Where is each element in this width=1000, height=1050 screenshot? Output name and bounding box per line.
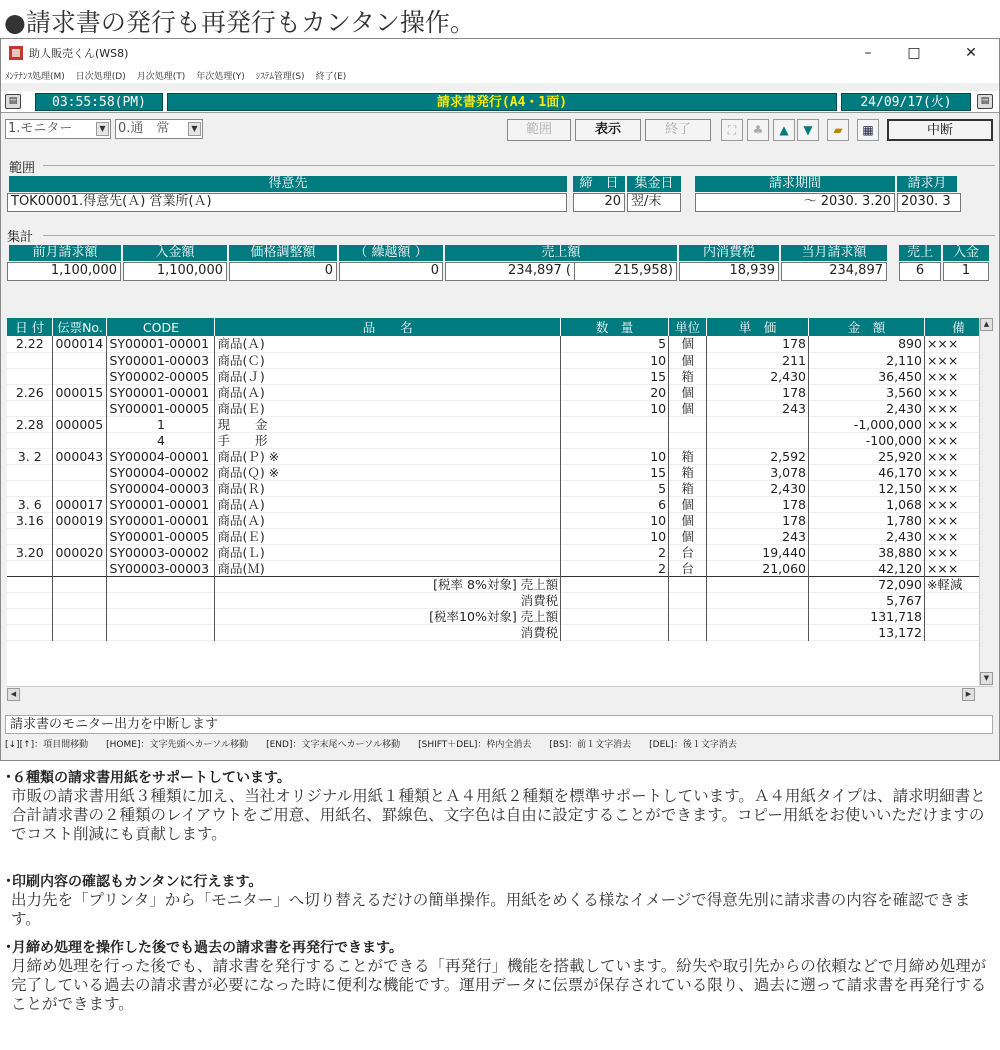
- table-cell: [税率 8%対象] 売上額: [215, 576, 561, 592]
- table-row[interactable]: [7, 336, 993, 352]
- table-cell: 2,430: [707, 368, 809, 384]
- table-cell: 3.20: [7, 544, 53, 560]
- table-cell: [7, 352, 53, 368]
- table-cell: 箱: [669, 480, 707, 496]
- table-cell: 36,450: [809, 368, 925, 384]
- prev-bill-header: 前月請求額: [9, 245, 121, 261]
- chevron-down-icon[interactable]: ▼: [188, 122, 201, 136]
- table-cell: 商品(Ｐ) ※: [215, 448, 561, 464]
- close-day-header: 締 日: [573, 176, 625, 192]
- adjust-header: 価格調整額: [229, 245, 337, 261]
- table-row[interactable]: [7, 368, 993, 384]
- menu-yearly[interactable]: 年次処理(Y): [196, 71, 245, 82]
- tree-icon[interactable]: ♣: [747, 119, 769, 141]
- table-cell: 2,592: [707, 448, 809, 464]
- table-cell: 1,780: [809, 512, 925, 528]
- table-cell: [53, 368, 107, 384]
- table-cell: [707, 576, 809, 592]
- table-cell: 000019: [53, 512, 107, 528]
- table-cell: 2.28: [7, 416, 53, 432]
- screen-title-bar: [1, 91, 999, 113]
- clock: 03:55:58(PM): [35, 93, 163, 111]
- grid-column-header[interactable]: 伝票No.: [53, 318, 107, 336]
- table-cell: [669, 432, 707, 448]
- table-cell: -100,000: [809, 432, 925, 448]
- table-cell: [7, 464, 53, 480]
- prev-bill-value: 1,100,000: [7, 262, 121, 281]
- grid-column-header[interactable]: 品 名: [215, 318, 561, 336]
- table-cell: 商品(Ｅ): [215, 400, 561, 416]
- table-cell: 25,920: [809, 448, 925, 464]
- table-cell: [669, 624, 707, 640]
- table-row[interactable]: [7, 384, 993, 400]
- table-cell: ×××: [924, 560, 992, 576]
- table-cell: [561, 432, 669, 448]
- window-titlebar: [1, 39, 999, 67]
- table-cell: 商品(Ａ): [215, 496, 561, 512]
- paid-header: 入金額: [123, 245, 227, 261]
- table-cell: 個: [669, 512, 707, 528]
- expand-icon[interactable]: ⛶: [721, 119, 743, 141]
- table-cell: 13,172: [809, 624, 925, 640]
- scroll-up-icon[interactable]: ▲: [980, 318, 993, 331]
- table-cell: SY00004-00003: [107, 480, 215, 496]
- date-display: 24/09/17(火): [841, 93, 971, 111]
- table-cell: 19,440: [707, 544, 809, 560]
- table-cell: SY00004-00002: [107, 464, 215, 480]
- table-cell: 10: [561, 400, 669, 416]
- table-row[interactable]: [7, 480, 993, 496]
- table-cell: 3.16: [7, 512, 53, 528]
- feature-2-body: 出力先を「プリンタ」から「モニター」へ切り替えるだけの簡単操作。用紙をめくる様なイメージで得意先別に請求書の内容を確認できます。: [11, 891, 971, 928]
- table-cell: 2,430: [707, 480, 809, 496]
- table-cell: [7, 432, 53, 448]
- status-message: 請求書のモニター出力を中断します: [5, 715, 993, 734]
- output-select-value: 1.モニター: [8, 121, 73, 136]
- vertical-scrollbar[interactable]: [979, 318, 993, 686]
- table-cell: 台: [669, 560, 707, 576]
- table-cell: ×××: [924, 528, 992, 544]
- total-row: [7, 624, 993, 640]
- screen-title: 請求書発行(A4・1面): [167, 93, 837, 111]
- table-cell: [561, 608, 669, 624]
- feature-1-title: ･６種類の請求書用紙をサポートしています。: [5, 770, 291, 786]
- sales-header: 売上額: [445, 245, 677, 261]
- table-cell: 178: [707, 336, 809, 352]
- table-cell: [7, 592, 53, 608]
- sales-value: 234,897 (: [445, 262, 575, 281]
- table-cell: 20: [561, 384, 669, 400]
- table-row[interactable]: [7, 432, 993, 448]
- table-cell: 2,430: [809, 400, 925, 416]
- table-cell: 15: [561, 464, 669, 480]
- table-cell: [7, 400, 53, 416]
- table-cell: SY00004-00001: [107, 448, 215, 464]
- table-cell: 12,150: [809, 480, 925, 496]
- table-cell: 2.22: [7, 336, 53, 352]
- table-cell: 商品(Ｃ): [215, 352, 561, 368]
- table-cell: 4: [107, 432, 215, 448]
- table-cell: ×××: [924, 448, 992, 464]
- table-cell: [7, 608, 53, 624]
- carry-header: （ 繰越額 ）: [339, 245, 443, 261]
- table-cell: ×××: [924, 496, 992, 512]
- period-header: 請求期間: [695, 176, 895, 192]
- feature-2-title: ･印刷内容の確認もカンタンに行えます。: [5, 874, 263, 890]
- total-row: [7, 576, 993, 592]
- table-cell: SY00003-00002: [107, 544, 215, 560]
- collect-day-field[interactable]: 翌/末: [627, 193, 681, 212]
- grid-column-header[interactable]: 備: [924, 318, 992, 336]
- table-cell: SY00001-00001: [107, 384, 215, 400]
- table-cell: 000043: [53, 448, 107, 464]
- feature-1-body: 市販の請求書用紙３種類に加え、当社オリジナル用紙１種類とＡ４用紙２種類を標準サポートしています。Ａ４用紙タイプは、請求明細書と合計請求書の２種類のレイアウトをご用意、用紙名、罫線色、文字色は自由に設定することができます。コピー用紙をお使いいただけますのでコスト削減にも貢献します。: [11, 787, 986, 843]
- bill-header: 当月請求額: [781, 245, 887, 261]
- arrow-up-icon[interactable]: ▲: [773, 119, 795, 141]
- table-cell: 2: [561, 544, 669, 560]
- table-cell: [669, 592, 707, 608]
- table-cell: 178: [707, 384, 809, 400]
- table-cell: 消費税: [215, 624, 561, 640]
- detail-grid[interactable]: [7, 318, 993, 686]
- month-header: 請求月: [897, 176, 957, 192]
- table-cell: 10: [561, 528, 669, 544]
- table-cell: 000020: [53, 544, 107, 560]
- table-cell: [707, 432, 809, 448]
- table-cell: SY00001-00005: [107, 400, 215, 416]
- table-cell: ×××: [924, 416, 992, 432]
- table-cell: [税率10%対象] 売上額: [215, 608, 561, 624]
- grid-column-header[interactable]: 数 量: [561, 318, 669, 336]
- printer-icon-right[interactable]: ▤: [977, 94, 993, 109]
- bill-value: 234,897: [781, 262, 887, 281]
- paid-count-header: 入金: [943, 245, 989, 261]
- table-cell: [107, 592, 215, 608]
- feature-2: [5, 871, 995, 929]
- sales-count-header: 売上: [899, 245, 941, 261]
- menu-daily[interactable]: 日次処理(D): [75, 71, 126, 82]
- detail-table: [7, 318, 993, 641]
- close-day-field[interactable]: 20: [573, 193, 625, 212]
- scroll-left-icon[interactable]: ◀: [7, 688, 20, 701]
- period-field[interactable]: ～ 2030. 3.20: [695, 193, 895, 212]
- table-cell: 商品(Ｍ): [215, 560, 561, 576]
- scroll-down-icon[interactable]: ▼: [980, 672, 993, 685]
- table-cell: [7, 624, 53, 640]
- table-cell: [53, 608, 107, 624]
- table-cell: 箱: [669, 368, 707, 384]
- menu-exit[interactable]: 終了(E): [315, 71, 347, 82]
- table-cell: 消費税: [215, 592, 561, 608]
- table-cell: 個: [669, 528, 707, 544]
- table-cell: [669, 576, 707, 592]
- table-cell: [669, 608, 707, 624]
- key-hints: [↓][↑]：項目間移動 [HOME]：文字先頭へカーソル移動 [END]：文字末尾へカーソル移動 [SHIFT＋DEL]：枠内全消去 [BS]：前１文字消去 [DEL]：後１文字消去: [5, 740, 737, 750]
- chevron-down-icon[interactable]: ▼: [96, 122, 109, 136]
- table-cell: ×××: [924, 512, 992, 528]
- calendar-icon[interactable]: ▦: [857, 119, 879, 141]
- total-row: [7, 608, 993, 624]
- table-cell: 個: [669, 384, 707, 400]
- table-cell: SY00001-00005: [107, 528, 215, 544]
- table-cell: 箱: [669, 448, 707, 464]
- paid-count-value: 1: [943, 262, 989, 281]
- table-row[interactable]: [7, 416, 993, 432]
- table-cell: 個: [669, 352, 707, 368]
- app-window: [0, 38, 1000, 761]
- grid-column-header[interactable]: 日 付: [7, 318, 53, 336]
- table-cell: 台: [669, 544, 707, 560]
- table-cell: SY00001-00001: [107, 336, 215, 352]
- table-cell: [7, 368, 53, 384]
- sales-excl-value: 215,958): [575, 262, 677, 281]
- arrow-down-icon[interactable]: ▼: [797, 119, 819, 141]
- table-cell: 000014: [53, 336, 107, 352]
- feature-3-title: ･月締め処理を操作した後でも過去の請求書を再発行できます。: [5, 940, 403, 956]
- table-cell: 15: [561, 368, 669, 384]
- feature-1: [5, 767, 995, 844]
- table-cell: SY00001-00001: [107, 512, 215, 528]
- table-cell: 000005: [53, 416, 107, 432]
- table-cell: 個: [669, 496, 707, 512]
- table-cell: ×××: [924, 464, 992, 480]
- table-cell: [53, 592, 107, 608]
- table-cell: 商品(Ｒ): [215, 480, 561, 496]
- table-cell: ×××: [924, 544, 992, 560]
- table-cell: 21,060: [707, 560, 809, 576]
- table-cell: 2,430: [809, 528, 925, 544]
- table-cell: 3. 2: [7, 448, 53, 464]
- table-cell: 42,120: [809, 560, 925, 576]
- control-row: [1, 116, 999, 143]
- summary-divider: [43, 235, 995, 236]
- table-cell: 箱: [669, 464, 707, 480]
- table-cell: 個: [669, 336, 707, 352]
- table-cell: [7, 528, 53, 544]
- sales-count-value: 6: [899, 262, 941, 281]
- paid-value: 1,100,000: [123, 262, 227, 281]
- table-cell: 10: [561, 512, 669, 528]
- menu-bar: [1, 67, 999, 83]
- app-icon: [9, 46, 23, 60]
- table-cell: ×××: [924, 400, 992, 416]
- grid-body: [7, 336, 993, 640]
- table-row[interactable]: [7, 560, 993, 576]
- table-cell: ×××: [924, 480, 992, 496]
- table-cell: 2,110: [809, 352, 925, 368]
- table-cell: ※軽減: [924, 576, 992, 592]
- tax-header: 内消費税: [679, 245, 779, 261]
- table-cell: [53, 576, 107, 592]
- table-cell: 商品(Ｌ): [215, 544, 561, 560]
- table-cell: [53, 400, 107, 416]
- table-row[interactable]: [7, 496, 993, 512]
- table-cell: 2.26: [7, 384, 53, 400]
- table-cell: SY00001-00001: [107, 496, 215, 512]
- table-row[interactable]: [7, 528, 993, 544]
- folder-icon[interactable]: ▰: [827, 119, 849, 141]
- table-cell: [669, 416, 707, 432]
- summary-label: 集計: [7, 230, 34, 245]
- printer-icon[interactable]: ▤: [5, 94, 21, 109]
- mode-select-value: 0.通 常: [118, 121, 170, 136]
- table-cell: [53, 432, 107, 448]
- table-row[interactable]: [7, 448, 993, 464]
- table-cell: 5: [561, 480, 669, 496]
- table-cell: [53, 352, 107, 368]
- table-cell: [7, 480, 53, 496]
- table-cell: [707, 624, 809, 640]
- table-cell: [53, 560, 107, 576]
- end-button[interactable]: 終了: [645, 119, 711, 141]
- table-cell: 商品(Ａ): [215, 512, 561, 528]
- table-cell: ×××: [924, 336, 992, 352]
- menu-monthly[interactable]: 月次処理(T): [136, 71, 186, 82]
- feature-3: [5, 937, 995, 1014]
- table-cell: 商品(Ａ): [215, 336, 561, 352]
- table-cell: 131,718: [809, 608, 925, 624]
- menu-maintenance[interactable]: ﾒﾝﾃﾅﾝｽ処理(M): [5, 71, 65, 82]
- customer-header: 得意先: [9, 176, 567, 192]
- table-cell: SY00003-00003: [107, 560, 215, 576]
- table-cell: 商品(Ｑ) ※: [215, 464, 561, 480]
- table-row[interactable]: [7, 544, 993, 560]
- table-cell: 5: [561, 336, 669, 352]
- table-cell: 商品(Ｅ): [215, 528, 561, 544]
- range-button[interactable]: 範囲: [507, 119, 571, 141]
- table-cell: 243: [707, 400, 809, 416]
- table-cell: ×××: [924, 432, 992, 448]
- page-headline: ●請求書の発行も再発行もカンタン操作。: [4, 8, 475, 37]
- month-field[interactable]: 2030. 3: [897, 193, 961, 212]
- grid-column-header[interactable]: 単位: [669, 318, 707, 336]
- table-cell: [707, 608, 809, 624]
- table-cell: SY00001-00003: [107, 352, 215, 368]
- close-button[interactable]: ✕: [965, 45, 977, 61]
- table-cell: [107, 608, 215, 624]
- table-row[interactable]: [7, 512, 993, 528]
- table-cell: 1,068: [809, 496, 925, 512]
- table-cell: 38,880: [809, 544, 925, 560]
- table-cell: 890: [809, 336, 925, 352]
- table-cell: 000017: [53, 496, 107, 512]
- grid-column-header[interactable]: 金 額: [809, 318, 925, 336]
- table-cell: [107, 576, 215, 592]
- table-cell: 3,560: [809, 384, 925, 400]
- scroll-right-icon[interactable]: ▶: [962, 688, 975, 701]
- table-cell: 5,767: [809, 592, 925, 608]
- table-cell: [561, 576, 669, 592]
- maximize-button[interactable]: □: [907, 45, 921, 61]
- table-cell: 10: [561, 352, 669, 368]
- table-cell: [53, 464, 107, 480]
- table-cell: 211: [707, 352, 809, 368]
- table-cell: [561, 416, 669, 432]
- grid-column-header[interactable]: 単 価: [707, 318, 809, 336]
- table-cell: 個: [669, 400, 707, 416]
- range-label: 範囲: [9, 161, 36, 176]
- table-cell: 現 金: [215, 416, 561, 432]
- table-cell: 6: [561, 496, 669, 512]
- table-cell: [53, 480, 107, 496]
- table-row[interactable]: [7, 464, 993, 480]
- stop-button[interactable]: 中断: [887, 119, 993, 141]
- table-row[interactable]: [7, 352, 993, 368]
- menu-system[interactable]: ｼｽﾃﾑ管理(S): [255, 71, 305, 82]
- grid-column-header[interactable]: CODE: [107, 318, 215, 336]
- table-cell: 2: [561, 560, 669, 576]
- feature-3-body: 月締め処理を行った後でも、請求書を発行することができる「再発行」機能を搭載しています。紛失や取引先からの依頼などで月締め処理が完了している過去の請求書が必要になった時に便利な機能です。運用データに伝票が保存されている限り、過去に遡って請求書を再発行することができます。: [11, 957, 987, 1013]
- collect-day-header: 集金日: [627, 176, 681, 192]
- table-cell: [707, 592, 809, 608]
- table-cell: 178: [707, 512, 809, 528]
- table-cell: 10: [561, 448, 669, 464]
- table-row[interactable]: [7, 400, 993, 416]
- show-button[interactable]: 表示: [575, 119, 641, 141]
- mode-select[interactable]: [115, 119, 203, 139]
- table-cell: ×××: [924, 368, 992, 384]
- table-cell: [107, 624, 215, 640]
- grid-header-row: [7, 318, 993, 336]
- tax-value: 18,939: [679, 262, 779, 281]
- total-row: [7, 592, 993, 608]
- table-cell: ×××: [924, 352, 992, 368]
- table-cell: [561, 624, 669, 640]
- table-cell: [53, 624, 107, 640]
- horizontal-scrollbar[interactable]: [7, 686, 993, 702]
- table-cell: 商品(Ａ): [215, 384, 561, 400]
- customer-field[interactable]: TOK00001.得意先(Ａ) 営業所(Ａ): [7, 193, 567, 212]
- table-cell: [7, 576, 53, 592]
- table-cell: [707, 416, 809, 432]
- window-title: 助人販売くん(WS8): [29, 47, 129, 60]
- table-cell: 3. 6: [7, 496, 53, 512]
- table-cell: [53, 528, 107, 544]
- range-divider: [43, 165, 995, 166]
- carry-value: 0: [339, 262, 443, 281]
- output-select[interactable]: [5, 119, 111, 139]
- table-cell: 3,078: [707, 464, 809, 480]
- table-cell: 72,090: [809, 576, 925, 592]
- table-cell: [7, 560, 53, 576]
- table-cell: [561, 592, 669, 608]
- adjust-value: 0: [229, 262, 337, 281]
- table-cell: 000015: [53, 384, 107, 400]
- table-cell: ×××: [924, 384, 992, 400]
- table-cell: 243: [707, 528, 809, 544]
- minimize-button[interactable]: –: [864, 45, 872, 61]
- table-cell: 1: [107, 416, 215, 432]
- table-cell: 商品(Ｊ): [215, 368, 561, 384]
- table-cell: 手 形: [215, 432, 561, 448]
- table-cell: -1,000,000: [809, 416, 925, 432]
- table-cell: SY00002-00005: [107, 368, 215, 384]
- table-cell: 178: [707, 496, 809, 512]
- table-cell: 46,170: [809, 464, 925, 480]
